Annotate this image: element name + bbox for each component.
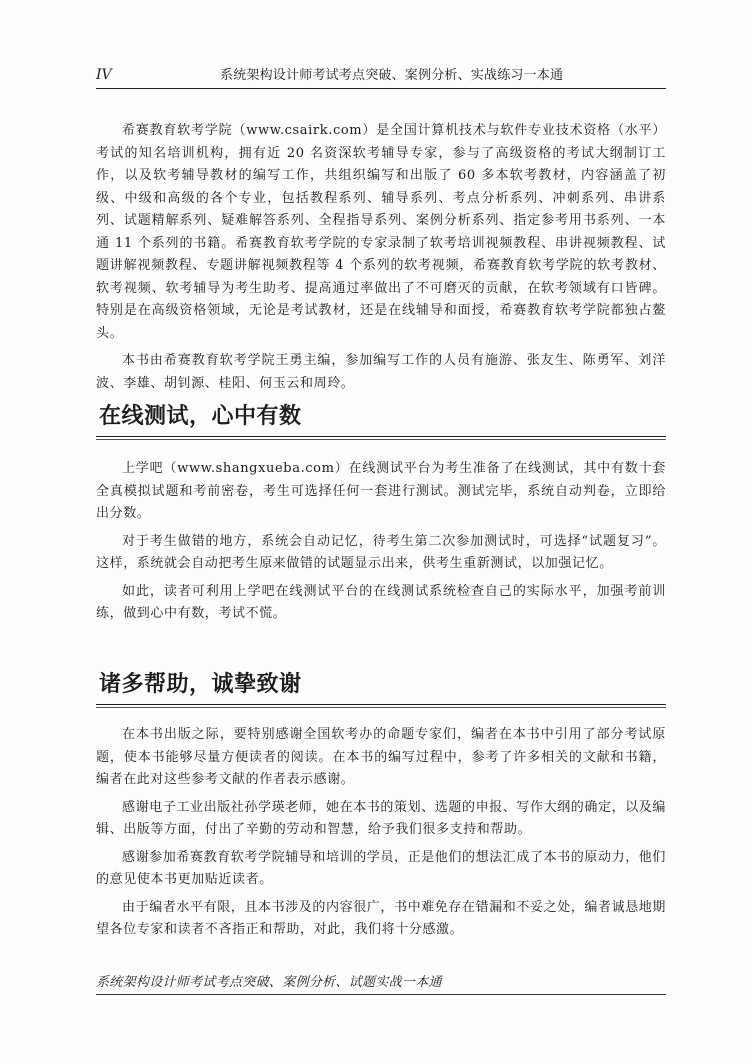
section-heading xyxy=(96,670,666,705)
running-header xyxy=(96,66,666,89)
section-title: 在线测试，心中有数 xyxy=(99,404,302,429)
intro-paragraph: 希赛教育软考学院（www.csairk.com）是全国计算机技术与软件专业技术资格（水平）考试的知名培训机构，拥有近 20 名资深软考辅导专家，参与了高级资格的考试大纲制订工作，以及软考辅导教材的编写工作，共组织编写和出版了 60 多本软考教材，内容涵盖了初级、中级和高级的各个专业，包括教程系列、辅导系列、考点分析系列、冲刺系列、串讲系列、试题精解系列、疑难解答系列、全程指导系列、案例分析系列、指定参考用书系列、一本通 11 个系列的书籍。希赛教育软考学院的专家录制了软考培训视频教程、串讲视频教程、试题讲解视频教程、专题讲解视频教程等 4 个系列的软考视频，希赛教育软考学院的软考教材、软考视频、软考辅导为考生助考、提高通过率做出了不可磨灭的贡献，在软考领域有口皆碑。特别是在高级资格领域，无论是考试教材，还是在线辅导和面授，希赛教育软考学院都独占鳌头。 xyxy=(96,123,666,341)
page-number: IV xyxy=(96,67,112,83)
body-paragraph: 在本书出版之际，要特别感谢全国软考办的命题专家们，编者在本书中引用了部分考试原题，使本书能够尽量方便读者的阅读。在本书的编写过程中，参考了许多相关的文献和书籍，编者在此对这些参考文献的作者表示感谢。 xyxy=(96,727,666,787)
section-body xyxy=(96,724,666,942)
section-heading xyxy=(96,402,666,437)
body-paragraph: 由于编者水平有限，且本书涉及的内容很广，书中难免存在错漏和不妥之处，编者诚恳地期望各位专家和读者不吝指正和帮助，对此，我们将十分感激。 xyxy=(96,899,667,937)
body-paragraph: 如此，读者可利用上学吧在线测试平台的在线测试系统检查自己的实际水平，加强考前训练，做到心中有数，考试不慌。 xyxy=(96,583,666,621)
running-footer xyxy=(96,975,666,1016)
intro-paragraph: 本书由希赛教育软考学院王勇主编，参加编写工作的人员有施游、张友生、陈勇军、刘洋波、李雄、胡钊源、桂阳、何玉云和周玲。 xyxy=(96,353,666,391)
intro-text xyxy=(96,120,666,395)
body-paragraph: 对于考生做错的地方，系统会自动记忆，待考生第二次参加测试时，可选择“试题复习”。这样，系统就会自动把考生原来做错的试题显示出来，供考生重新测试，以加强记忆。 xyxy=(96,533,666,571)
body-paragraph: 感谢参加希赛教育软考学院辅导和培训的学员，正是他们的想法汇成了本书的原动力，他们的意见使本书更加贴近读者。 xyxy=(96,849,667,887)
body-paragraph: 感谢电子工业出版社孙学瑛老师，她在本书的策划、选题的申报、写作大纲的确定，以及编辑、出版等方面，付出了辛勤的劳动和智慧，给予我们很多支持和帮助。 xyxy=(96,799,667,837)
section-body xyxy=(96,458,666,626)
body-paragraph: 上学吧（www.shangxueba.com）在线测试平台为考生准备了在线测试，其中有数十套全真模拟试题和考前密卷，考生可选择任何一套进行测试。测试完毕，系统自动判卷，立即给出分数。 xyxy=(96,461,666,521)
section-title: 诸多帮助，诚挚致谢 xyxy=(99,672,302,697)
section-online-test xyxy=(96,402,666,621)
section-thanks xyxy=(96,670,667,937)
footer-title: 系统架构设计师考试考点突破、案例分析、试题实战一本通 xyxy=(96,975,442,990)
running-header-title: 系统架构设计师考试考点突破、案例分析、实战练习一本通 xyxy=(220,68,564,83)
